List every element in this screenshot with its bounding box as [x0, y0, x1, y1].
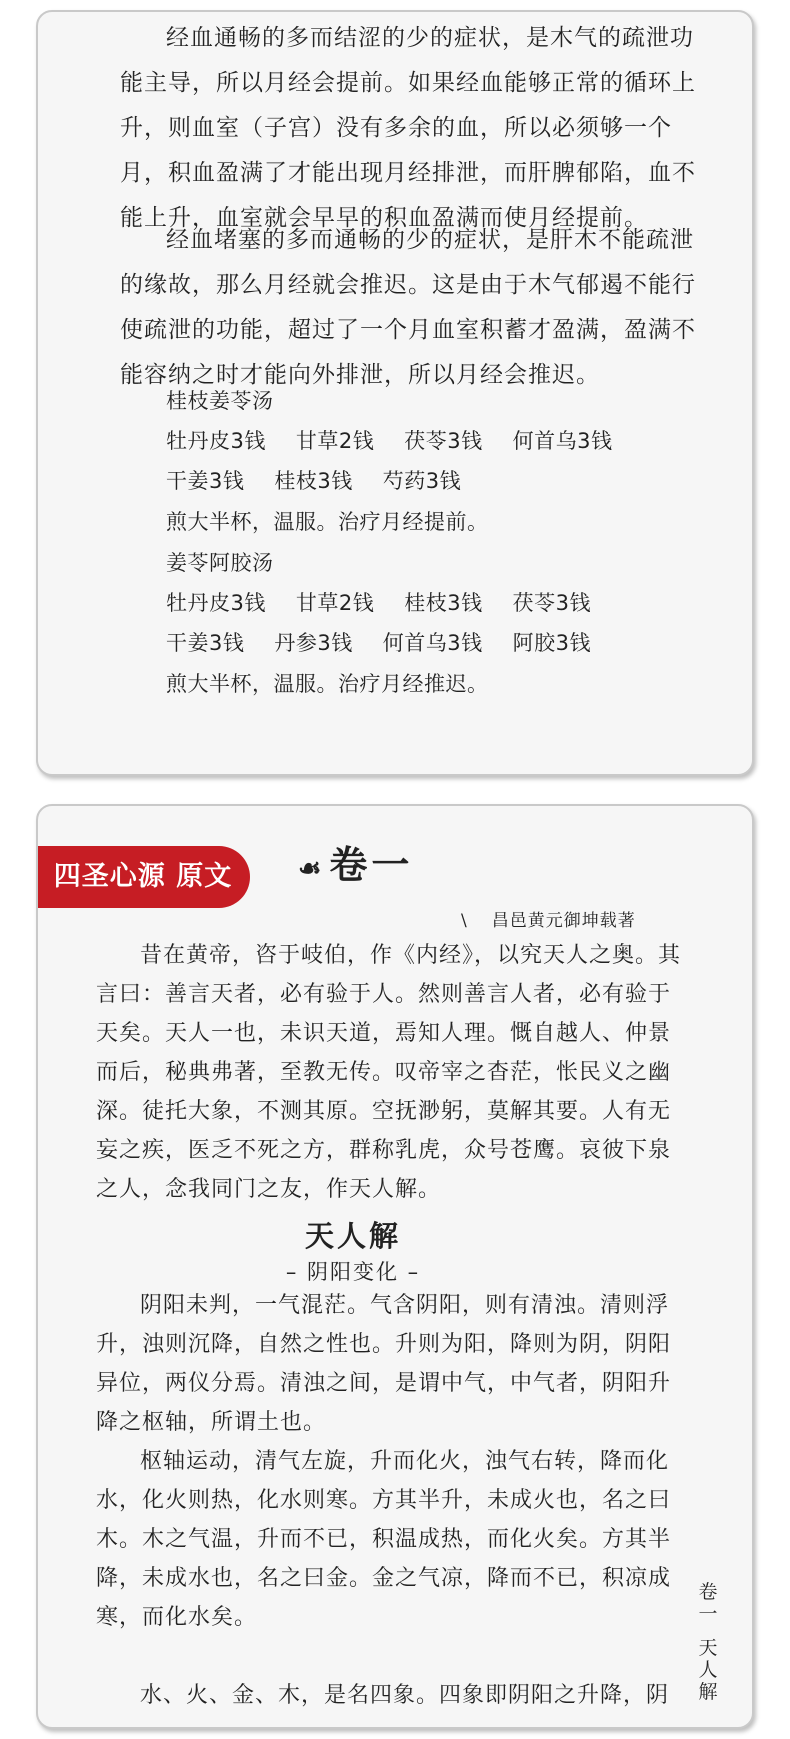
ingredient: 甘草2钱 — [295, 429, 375, 453]
ingredient: 何首乌3钱 — [512, 429, 613, 453]
ingredient: 甘草2钱 — [295, 591, 375, 615]
author-slash: \ — [461, 911, 468, 931]
body-paragraph: 枢轴运动，清气左旋，升而化火，浊气右转，降而化水，化火则热，化水则寒。方其半升，未成火也，名之曰木。木之气温，升而不已，积温成热，而化火矣。方其半降，未成水也，名之曰金。金之气凉，降而不已，积凉成寒，而化水矣。 — [96, 1449, 672, 1630]
preface-paragraph: 昔在黄帝，咨于岐伯，作《内经》，以究天人之奥。其言曰：善言天者，必有验于人。然则善言人者，必有验于天矣。天人一也，未识天道，焉知人理。慨自越人、仲景而后，秘典弗著，至教无传。叹帝宰之杳茫，怅民义之幽深。徒托大象，不测其原。空抚渺躬，莫解其要。人有无妄之疾，医乏不死之方，群称乳虎，众号苍鹰。哀彼下泉之人，念我同门之友，作天人解。 — [96, 943, 682, 1202]
book-title-banner: 四圣心源 原文 — [36, 846, 250, 908]
recipe-1-name: 桂枝姜苓汤 — [166, 389, 274, 413]
upper-page-card — [36, 10, 754, 776]
lower-page-card — [36, 804, 754, 1729]
running-header-volume: 卷一 — [698, 1581, 718, 1625]
ingredient: 桂枝3钱 — [274, 469, 353, 493]
ingredient: 丹参3钱 — [274, 631, 353, 655]
ingredient: 牡丹皮3钱 — [166, 591, 266, 615]
running-header-section: 天人解 — [698, 1637, 718, 1703]
ingredient: 芍药3钱 — [382, 469, 462, 493]
running-header-vertical — [695, 1581, 721, 1703]
ingredient: 牡丹皮3钱 — [166, 429, 266, 453]
ingredient: 何首乌3钱 — [382, 631, 483, 655]
body-paragraph: 水、火、金、木，是名四象。四象即阴阳之升降，阴 — [140, 1683, 670, 1708]
recipe-1-ingredients-line-1 — [166, 425, 643, 455]
ingredient: 干姜3钱 — [166, 469, 245, 493]
recipe-2-name: 姜苓阿胶汤 — [166, 551, 274, 575]
recipe-2-ingredients-line-2 — [166, 627, 621, 657]
subsection-title: – 阴阳变化 – — [285, 1260, 421, 1284]
volume-title-text: 卷一 — [329, 842, 414, 887]
ingredient: 干姜3钱 — [166, 631, 245, 655]
paragraph-late-menstruation: 经血堵塞的多而通畅的少的症状，是肝木不能疏泄的缘故，那么月经就会推迟。这是由于木气郁遏不能行使疏泄的功能，超过了一个月血室积蓄才盈满，盈满不能容纳之时才能向外排泄，所以月经会推迟。 — [120, 227, 696, 388]
body-paragraph: 阴阳未判，一气混茫。气含阴阳，则有清浊。清则浮升，浊则沉降，自然之性也。升则为阳，降则为阴，阴阳异位，两仪分焉。清浊之间，是谓中气，中气者，阴阳升降之枢轴，所谓土也。 — [96, 1293, 672, 1435]
author-line — [461, 906, 636, 931]
ingredient: 桂枝3钱 — [404, 591, 483, 615]
ingredient: 茯苓3钱 — [404, 429, 483, 453]
recipe-1-ingredients-line-2 — [166, 465, 491, 495]
volume-title — [298, 834, 413, 889]
cloud-ornament-icon: ☙ — [298, 853, 322, 884]
recipe-1-usage: 煎大半杯，温服。治疗月经提前。 — [166, 510, 489, 534]
recipe-2-usage: 煎大半杯，温服。治疗月经推迟。 — [166, 672, 489, 696]
ingredient: 阿胶3钱 — [512, 631, 591, 655]
section-title: 天人解 — [304, 1219, 401, 1253]
paragraph-early-menstruation: 经血通畅的多而结涩的少的症状，是木气的疏泄功能主导，所以月经会提前。如果经血能够正常的循环上升，则血室（子宫）没有多余的血，所以必须够一个月，积血盈满了才能出现月经排泄，而肝脾郁陷，血不能上升，血室就会早早的积血盈满而使月经提前。 — [120, 25, 696, 231]
author-name: 昌邑黄元御坤载著 — [491, 911, 636, 931]
recipe-2-ingredients-line-1 — [166, 587, 621, 617]
ingredient: 茯苓3钱 — [512, 591, 591, 615]
